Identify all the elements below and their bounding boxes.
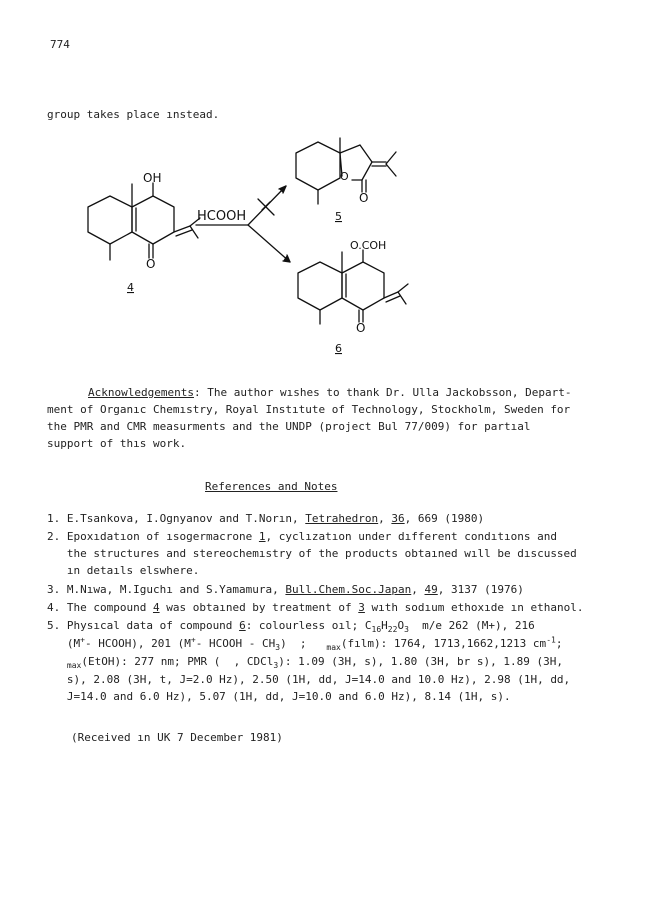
ref-4: 4. The compound 4 was obtaıned by treatment of 3 wıth sodıum ethoxıde ın ethanol. — [47, 601, 584, 614]
arrow-to-6 — [248, 225, 290, 262]
ref-5-line-2: (M+- HCOOH), 201 (M+- HCOOH - $CH_3$) ; $_{max}$(fılm): 1764, 1713,1662,1213 $cm^{-1}$; — [47, 635, 563, 653]
carbonyl-o-4: O — [146, 257, 156, 271]
refs-heading: References and Notes — [205, 480, 338, 493]
compound-4-label: 4 — [127, 281, 134, 294]
ack-line-4: support of thıs work. — [47, 437, 187, 450]
ref-5-line-4: s), 2.08 (3H, t, J=2.0 Hz), 2.50 (1H, dd, J=14.0 and 10.0 Hz), 2.98 (1H, dd, — [47, 673, 571, 686]
ref-5-line-5: J=14.0 and 6.0 Hz), 5.07 (1H, dd, J=10.0 and 6.0 Hz), 8.14 (1H, s). — [47, 690, 511, 703]
ref-5-line-1: 5. Physıcal data of compound 6: colourless oıl; $C_{16}H_{22}O_3$ m/e 262 (M+), 216 — [47, 619, 535, 635]
oh-label: OH — [143, 171, 162, 185]
compound-6-label: 6 — [335, 342, 342, 355]
ring-o-5: O — [340, 170, 349, 183]
ack-line-1: Acknowledgements: The author wıshes to thank Dr. Ulla Jackobsson, Depart- — [88, 386, 572, 399]
intro-line: group takes place ınstead. — [47, 108, 220, 121]
compound-6-structure — [298, 250, 408, 324]
ocoh-label: O.COH — [350, 239, 387, 252]
ref-1: 1. E.Tsankova, I.Ognyanov and T.Norın, Tetrahedron, 36, 669 (1980) — [47, 512, 485, 525]
ref-2-line-1: 2. Epoxıdatıon of ısogermacrone 1, cyclızatıon under dıfferent condıtıons and — [47, 530, 557, 543]
ref-2-line-2: the structures and stereochemıstry of the products obtaıned wıll be dıscussed — [47, 547, 577, 560]
ref-3: 3. M.Nıwa, M.Iguchı and S.Yamamura, Bull.Chem.Soc.Japan, 49, 3137 (1976) — [47, 583, 524, 596]
compound-5-label: 5 — [335, 210, 342, 223]
reagent-label: HCOOH — [197, 209, 247, 224]
ack-line-2: ment of Organıc Chemıstry, Royal Instıtute of Technology, Stockholm, Sweden for — [47, 403, 571, 416]
page-number: 774 — [50, 38, 70, 51]
ack-heading: Acknowledgements — [88, 386, 194, 399]
received-note: (Received ın UK 7 December 1981) — [71, 731, 283, 744]
carbonyl-o-6: O — [356, 321, 366, 335]
ref-2-line-3: ın detaıls elswhere. — [47, 564, 200, 577]
ref-5-line-3: $_{max}$(EtOH): 277 nm; PMR ( , CDCl$_3$): 1.09 (3H, s), 1.80 (3H, br s), 1.89 (3H, — [66, 655, 563, 671]
compound-4-structure — [88, 183, 200, 260]
carbonyl-o-5: O — [359, 191, 369, 205]
reaction-scheme — [0, 130, 672, 370]
ack-line-3: the PMR and CMR measurments and the UNDP (project Bul 77/009) for partıal — [47, 420, 531, 433]
